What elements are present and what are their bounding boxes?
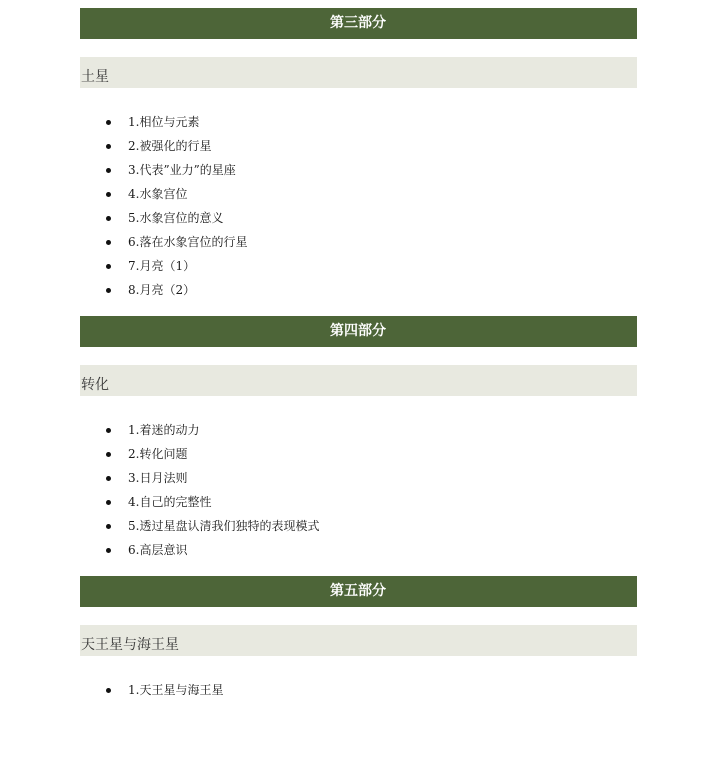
bullet-icon bbox=[106, 264, 111, 269]
list-item-label: 1.天王星与海王星 bbox=[128, 683, 224, 697]
list-item[interactable] bbox=[80, 278, 247, 302]
list-item-label: 3.日月法则 bbox=[128, 471, 188, 485]
list-item-label: 1.着迷的动力 bbox=[128, 423, 200, 437]
bullet-icon bbox=[106, 240, 111, 245]
list-item[interactable] bbox=[80, 418, 319, 442]
bullet-icon bbox=[106, 168, 111, 173]
list-item[interactable] bbox=[80, 678, 223, 702]
list-item-label: 5.透过星盘认清我们独特的表现模式 bbox=[128, 519, 320, 533]
list-item[interactable] bbox=[80, 206, 247, 230]
list-item-label: 5.水象宫位的意义 bbox=[128, 211, 224, 225]
bullet-icon bbox=[106, 428, 111, 433]
list-item[interactable] bbox=[80, 158, 247, 182]
bullet-icon bbox=[106, 452, 111, 457]
bullet-icon bbox=[106, 524, 111, 529]
bullet-icon bbox=[106, 216, 111, 221]
list-item-label: 6.落在水象宫位的行星 bbox=[128, 235, 248, 249]
chapter-list bbox=[80, 418, 319, 562]
section-title: 天王星与海王星 bbox=[80, 625, 637, 656]
bullet-icon bbox=[106, 548, 111, 553]
bullet-icon bbox=[106, 144, 111, 149]
list-item-label: 4.自己的完整性 bbox=[128, 495, 212, 509]
bullet-icon bbox=[106, 500, 111, 505]
bullet-icon bbox=[106, 288, 111, 293]
list-item-label: 7.月亮（1） bbox=[128, 259, 196, 273]
list-item-label: 6.高层意识 bbox=[128, 543, 188, 557]
list-item-label: 4.水象宫位 bbox=[128, 187, 188, 201]
list-item[interactable] bbox=[80, 538, 319, 562]
bullet-icon bbox=[106, 476, 111, 481]
list-item[interactable] bbox=[80, 230, 247, 254]
list-item[interactable] bbox=[80, 182, 247, 206]
list-item-label: 2.被强化的行星 bbox=[128, 139, 212, 153]
chapter-list bbox=[80, 678, 223, 702]
section-title: 转化 bbox=[80, 365, 637, 396]
list-item-label: 2.转化问题 bbox=[128, 447, 188, 461]
part-header: 第四部分 bbox=[80, 316, 637, 347]
list-item[interactable] bbox=[80, 442, 319, 466]
bullet-icon bbox=[106, 120, 111, 125]
list-item[interactable] bbox=[80, 490, 319, 514]
list-item[interactable] bbox=[80, 110, 247, 134]
part-header: 第五部分 bbox=[80, 576, 637, 607]
bullet-icon bbox=[106, 192, 111, 197]
list-item-label: 3.代表”业力”的星座 bbox=[128, 163, 236, 177]
section-title: 土星 bbox=[80, 57, 637, 88]
chapter-list bbox=[80, 110, 247, 302]
list-item[interactable] bbox=[80, 254, 247, 278]
list-item[interactable] bbox=[80, 134, 247, 158]
list-item[interactable] bbox=[80, 514, 319, 538]
part-header: 第三部分 bbox=[80, 8, 637, 39]
list-item[interactable] bbox=[80, 466, 319, 490]
list-item-label: 8.月亮（2） bbox=[128, 283, 196, 297]
list-item-label: 1.相位与元素 bbox=[128, 115, 200, 129]
bullet-icon bbox=[106, 688, 111, 693]
